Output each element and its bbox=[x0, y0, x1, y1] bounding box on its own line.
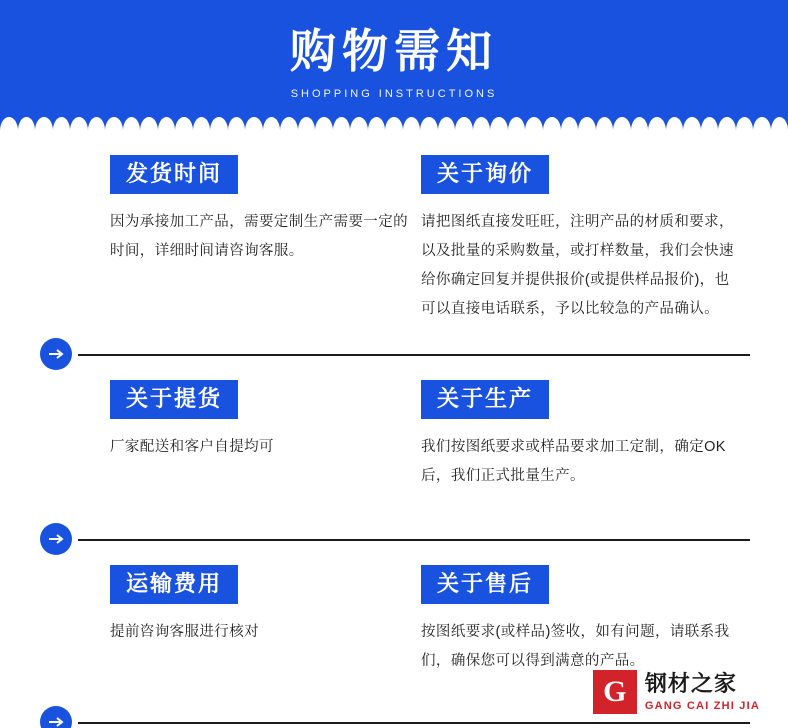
content-area bbox=[0, 131, 788, 728]
section-row-3 bbox=[0, 565, 788, 676]
section-inquiry bbox=[421, 155, 750, 324]
section-tag: 关于询价 bbox=[421, 155, 549, 194]
section-shipping-time bbox=[110, 155, 419, 324]
section-tag: 关于售后 bbox=[421, 565, 549, 604]
logo-mark-icon: G bbox=[593, 670, 637, 714]
logo-text bbox=[645, 672, 760, 711]
section-production bbox=[421, 380, 750, 491]
brand-logo bbox=[593, 670, 760, 714]
section-shipping-fee bbox=[110, 565, 419, 676]
logo-name-en: GANG CAI ZHI JIA bbox=[644, 699, 760, 712]
page-header bbox=[0, 0, 788, 131]
section-tag: 发货时间 bbox=[110, 155, 238, 194]
header-inner bbox=[0, 0, 788, 120]
divider-line bbox=[78, 539, 750, 541]
logo-name-cn: 钢材之家 bbox=[644, 671, 737, 697]
page-title: 购物需知 bbox=[290, 24, 498, 77]
section-body: 厂家配送和客户自提均可 bbox=[110, 439, 274, 455]
page-subtitle: SHOPPING INSTRUCTIONS bbox=[290, 88, 498, 101]
arrow-right-icon bbox=[40, 523, 72, 555]
arrow-right-icon bbox=[40, 706, 72, 728]
section-body: 因为承接加工产品，需要定制生产需要一定的时间，详细时间请咨询客服。 bbox=[110, 214, 408, 259]
divider-1 bbox=[0, 334, 788, 374]
arrow-right-icon bbox=[40, 338, 72, 370]
header-scallop-edge bbox=[0, 117, 788, 131]
section-body: 按图纸要求(或样品)签收，如有问题，请联系我们，确保您可以得到满意的产品。 bbox=[421, 624, 730, 669]
divider-2 bbox=[0, 519, 788, 559]
section-row-1 bbox=[0, 155, 788, 324]
section-body: 提前咨询客服进行核对 bbox=[110, 624, 259, 640]
section-row-2 bbox=[0, 380, 788, 491]
divider-line bbox=[78, 354, 750, 356]
section-tag: 运输费用 bbox=[110, 565, 238, 604]
section-after-sales bbox=[421, 565, 750, 676]
section-body: 我们按图纸要求或样品要求加工定制，确定OK后，我们正式批量生产。 bbox=[421, 439, 726, 484]
divider-line bbox=[78, 722, 750, 724]
section-tag: 关于生产 bbox=[421, 380, 549, 419]
section-body: 请把图纸直接发旺旺，注明产品的材质和要求，以及批量的采购数量，或打样数量，我们会快速给你确定回复并提供报价(或提供样品报价)，也可以直接电话联系，予以比较急的产品确认。 bbox=[421, 214, 734, 317]
section-pickup bbox=[110, 380, 419, 491]
section-tag: 关于提货 bbox=[110, 380, 238, 419]
